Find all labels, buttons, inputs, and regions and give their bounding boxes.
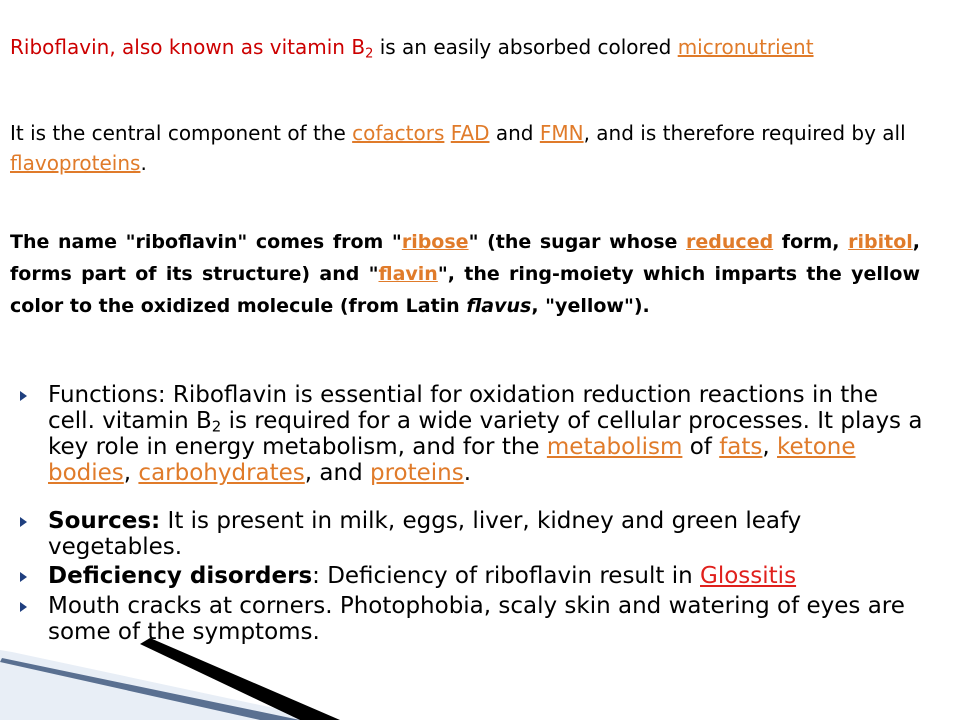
intro-paragraph (10, 32, 910, 63)
etym-text-2: " (the sugar whose (468, 231, 687, 253)
link-proteins[interactable]: proteins (370, 460, 464, 486)
term-riboflavin: Riboflavin (10, 35, 110, 59)
cofactor-text-3: , and is therefore required by all (583, 121, 906, 145)
link-flavoproteins[interactable]: flavoproteins (10, 151, 141, 175)
etym-text-5: ", the ring-moiety which imparts the yellow color to the oxidized molecule (from Latin (10, 263, 920, 317)
cofactor-text-2: and (489, 121, 540, 145)
latin-word: flavus (466, 295, 532, 317)
intro-text-1: , also known as (109, 35, 270, 59)
link-ribitol[interactable]: ribitol (848, 231, 913, 253)
etym-text-3: form, (773, 231, 849, 253)
alt-name: vitamin B (269, 35, 366, 59)
cofactor-paragraph (10, 118, 910, 178)
deficiency-label: Deficiency disorders (48, 563, 313, 589)
cofactor-text-4: . (140, 151, 147, 175)
functions-text-2: is required for a wide variety of cellular processes. It plays a key role in energy metabolism, and for the (48, 408, 923, 460)
etym-text-6: , "yellow"). (531, 295, 650, 317)
functions-text-1: : Riboflavin is essential for oxidation reduction reactions in the cell. vitamin B (48, 382, 878, 434)
bullet-arrow-icon (20, 391, 27, 401)
functions-label: Functions (48, 382, 158, 408)
link-flavin[interactable]: flavin (378, 263, 438, 285)
link-fmn[interactable]: FMN (539, 121, 584, 145)
bullet-sources (18, 508, 923, 560)
bullet-arrow-icon (20, 572, 27, 582)
cofactor-text-1: It is the central component of the (10, 121, 353, 145)
deficiency-text: : Deficiency of riboflavin result in (312, 563, 701, 589)
functions-text-7: . (463, 460, 472, 486)
alt-name-subscript: 2 (365, 46, 374, 62)
link-fats[interactable]: fats (719, 434, 763, 460)
functions-text-4: , (762, 434, 778, 460)
functions-text-6: , and (304, 460, 370, 486)
link-carbohydrates[interactable]: carbohydrates (138, 460, 305, 486)
etym-text-4: , forms part of its structure) and " (10, 231, 920, 285)
bullet-functions (18, 382, 923, 486)
etym-text-1: The name "riboflavin" comes from " (10, 231, 402, 253)
functions-text-5: , (123, 460, 139, 486)
functions-subscript: 2 (211, 417, 222, 436)
link-glossitis[interactable]: Glossitis (700, 563, 797, 589)
intro-text-2: is an easily absorbed colored (373, 35, 678, 59)
link-ketone-bodies[interactable]: ketone bodies (48, 434, 856, 486)
link-ribose[interactable]: ribose (401, 231, 469, 253)
bullet-deficiency (18, 563, 923, 589)
symptoms-text: Mouth cracks at corners. Photophobia, scaly skin and watering of eyes are some of the symptoms. (48, 593, 905, 645)
sources-label: Sources: (48, 508, 161, 534)
link-cofactors[interactable]: cofactors (352, 121, 445, 145)
link-metabolism[interactable]: metabolism (546, 434, 683, 460)
bullet-arrow-icon (20, 517, 27, 527)
functions-text-3: of (682, 434, 720, 460)
decorative-swoosh (0, 600, 340, 720)
link-micronutrient[interactable]: micronutrient (677, 35, 814, 59)
etymology-paragraph (10, 226, 920, 322)
sources-text: It is present in milk, eggs, liver, kidney and green leafy vegetables. (48, 508, 802, 560)
link-fad[interactable]: FAD (450, 121, 490, 145)
link-reduced[interactable]: reduced (686, 231, 774, 253)
